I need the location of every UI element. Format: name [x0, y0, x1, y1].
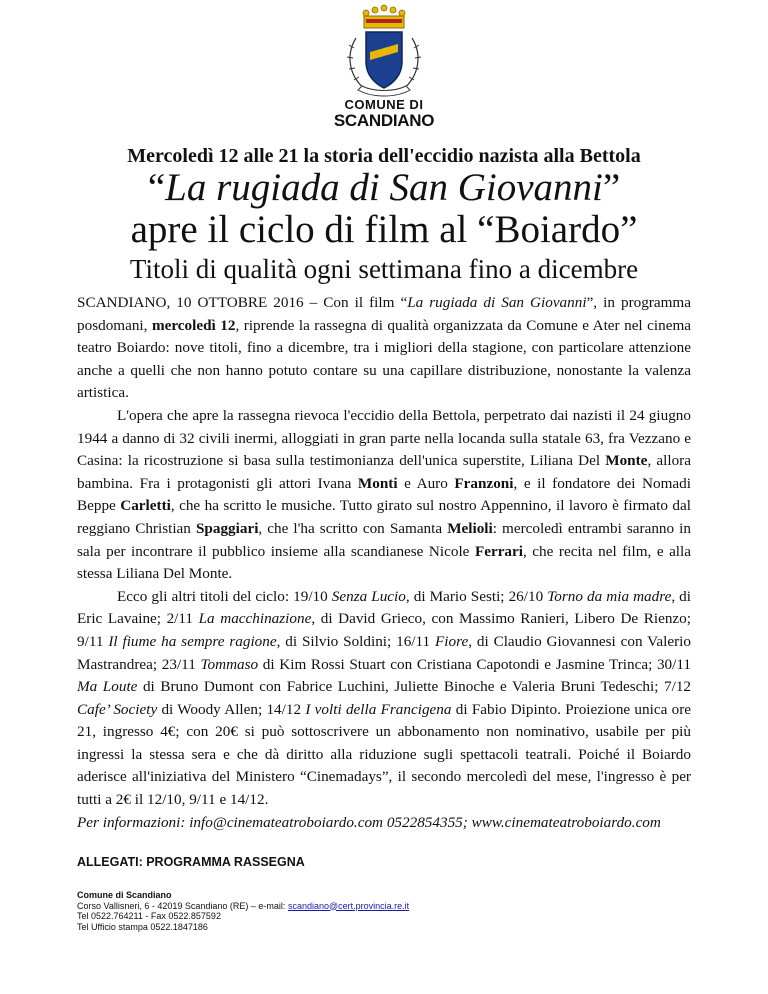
footer-organization: Comune di Scandiano	[77, 890, 172, 900]
film-title-inline: Ma Loute	[77, 678, 138, 696]
name-bold: Melioli	[447, 519, 493, 537]
text-run: , di David Grieco, con Massimo Ranieri, Libero De Rienzo; 9/11	[77, 610, 691, 650]
text-run: , di Mario Sesti; 26/10	[405, 587, 548, 605]
footer-address-text: Corso Vallisneri, 6 - 42019 Scandiano (RE) – e-mail:	[77, 900, 288, 911]
attachments-label: ALLEGATI: PROGRAMMA RASSEGNA	[77, 855, 305, 869]
headline-subtitle: Titoli di qualità ogni settimana fino a dicembre	[129, 254, 639, 284]
logo-text-comune: COMUNE DI	[344, 97, 424, 112]
text-run: , allora bambina. Fra i protagonisti gli attori Ivana	[77, 452, 691, 492]
text-run: SCANDIANO, 10 OTTOBRE 2016 – Con il film “	[77, 294, 408, 311]
footer-email-link[interactable]: scandiano@cert.provincia.re.it	[287, 900, 410, 911]
name-bold: Carletti	[120, 497, 171, 515]
footer-contacts	[77, 890, 409, 932]
name-bold: Monte	[605, 452, 648, 470]
text-run: Ecco gli altri titoli del ciclo: 19/10	[117, 587, 332, 605]
text-run: di Woody Allen; 14/12	[157, 700, 306, 718]
paragraph-intro	[77, 292, 691, 405]
article-body	[77, 292, 691, 834]
text-run: : mercoledì entrambi saranno in sala per incontrare il pubblico insieme alla scandianese Nicole	[77, 519, 691, 560]
film-title-inline: La macchinazione	[198, 610, 312, 628]
paragraph-programme	[77, 586, 691, 812]
text-run: , e il fondatore dei Nomadi Beppe	[77, 474, 691, 515]
text-run: di Kim Rossi Stuart con Cristiana Capotondi e Jasmine Trinca; 30/11	[258, 655, 691, 673]
name-bold: Ferrari	[474, 542, 523, 560]
scandiano-crest-icon	[342, 4, 426, 100]
footer-press-phone: Tel Ufficio stampa 0522.1847186	[77, 921, 208, 932]
headline-kicker: Mercoledì 12 alle 21 la storia dell'eccidio nazista alla Bettola	[127, 145, 641, 167]
text-run: , che recita nel film, e alla stessa Liliana Del Monte.	[77, 542, 691, 583]
film-title-inline: Fiore	[435, 632, 469, 650]
title-close-quote: ”	[602, 166, 621, 209]
text-run: di Bruno Dumont con Fabrice Luchini, Juliette Binoche e Valeria Bruni Tedeschi; 7/12	[137, 678, 692, 696]
film-title-inline: Cafe’ Society	[77, 700, 158, 718]
text-run: di Fabio Dipinto. Proiezione unica ore 21, ingresso 4€; con 20€ si può sottoscrivere un abbonamento non nominativo, usabile per più ingressi la stessa sera e che dà diritto alla riduzione sugli spettacoli teatrali. Poiché il Boiardo aderisce all'iniziativa del Ministero “Cinemadays”, il secondo mercoledì del mese, l'ingresso è per tutti a 2€ il 12/10, 9/11 e 14/12.	[77, 700, 691, 809]
text-run: , di Eric Lavaine; 2/11	[77, 587, 691, 628]
film-title-inline: La rugiada di San Giovanni	[407, 294, 587, 311]
text-run: , che ha scritto le musiche. Tutto girato sul nostro Appennino, il lavoro è firmato dal reggiano Christian	[77, 497, 691, 537]
text-run: , riprende la rassegna di qualità organizzata da Comune e Ater nel cinema teatro Boiardo: nove titoli, fino a dicembre, tra i migliori della stagione, con particolare attenzione anche a quelli che non hanno potuto contare su una capillare distribuzione, nonostante la valenza artistica.	[77, 316, 692, 402]
footer-address	[77, 901, 409, 912]
footer-phone: Tel 0522.764211 - Fax 0522.857592	[77, 911, 221, 921]
film-title-inline: Torno da mia madre	[547, 587, 672, 605]
text-run: L'opera che apre la rassegna rievoca l'eccidio della Bettola, perpetrato dai nazisti il 24 giugno 1944 a danno di 32 civili inermi, alloggiati in gran parte nella locanda sulla statale 63, fra Vezzano e Casina: la ricostruzione si basa sulla testimonianza dell'unica superstite, Liliana Del	[77, 406, 691, 470]
text-run: , che l'ha scritto con Samanta	[258, 519, 448, 537]
text-run: e Auro	[397, 474, 455, 492]
name-bold: Franzoni	[454, 474, 514, 492]
name-bold: Spaggiari	[195, 519, 259, 537]
film-title: La rugiada di San Giovanni	[165, 166, 603, 209]
film-title-inline: I volti della Francigena	[305, 700, 452, 718]
film-title-inline: Senza Lucio	[331, 587, 406, 605]
date-bold: mercoledì 12	[151, 316, 236, 334]
name-bold: Monti	[357, 474, 398, 492]
municipality-logo	[332, 4, 436, 136]
headline-title	[0, 166, 768, 210]
logo-text-scandiano: SCANDIANO	[333, 111, 435, 130]
paragraph-story	[77, 405, 691, 586]
film-title-inline: Il fiume ha sempre ragione	[108, 632, 277, 650]
title-open-quote: “	[147, 166, 166, 209]
headline-title-line2: apre il ciclo di film al “Boiardo”	[130, 208, 638, 251]
film-title-inline: Tommaso	[200, 655, 259, 673]
text-run: ”, in programma posdomani,	[77, 294, 691, 334]
info-line: Per informazioni: info@cinemateatroboiardo.com 0522854355; www.cinemateatroboiardo.com	[77, 813, 661, 831]
text-run: , di Claudio Giovannesi con Valerio Mastrandrea; 23/11	[77, 632, 691, 673]
text-run: , di Silvio Soldini; 16/11	[276, 632, 436, 650]
